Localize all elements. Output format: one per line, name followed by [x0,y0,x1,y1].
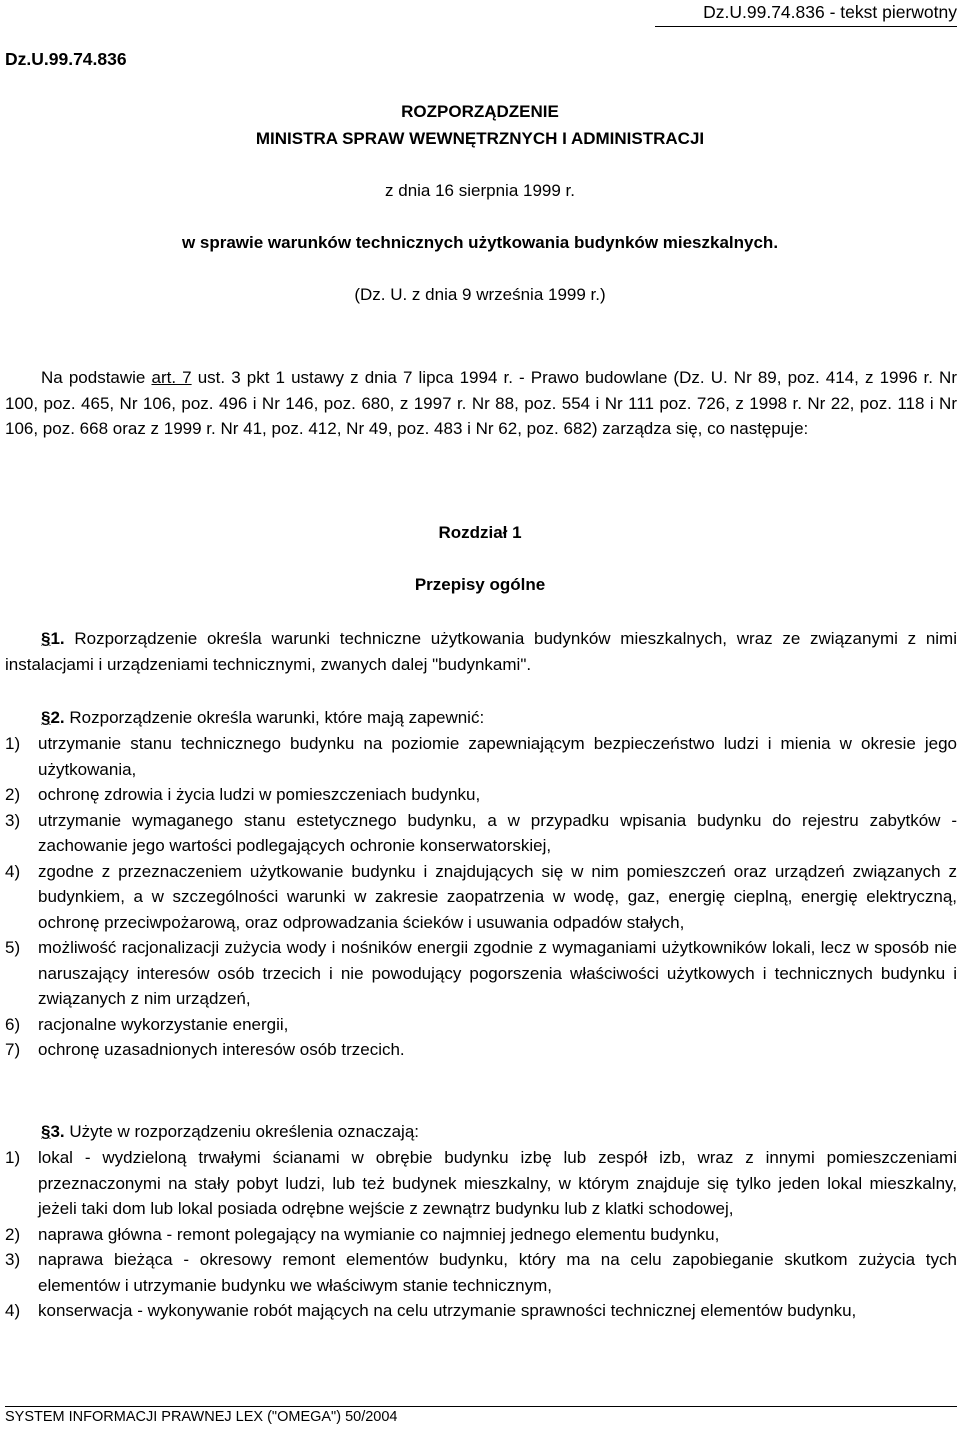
section-1 [5,626,957,677]
list-item-number: 3) [5,1250,21,1269]
section-number: 1. [50,629,65,648]
section-3 [5,1119,957,1145]
title-line-1: ROZPORZĄDZENIE [401,102,559,121]
list-item [5,1145,957,1222]
header-rule [655,26,957,27]
list-item [5,1037,957,1063]
list-item [5,808,957,859]
section-text: Rozporządzenie określa warunki, które mają zapewnić: [64,708,485,727]
section-text: Rozporządzenie określa warunki techniczne użytkowania budynków mieszkalnych, wraz ze związanymi z nimi instalacjami i urządzeniami technicznymi, zwanych dalej "budynkami". [5,629,957,674]
list-item-text: racjonalne wykorzystanie energii, [38,1014,289,1034]
list-item-number: 7) [5,1040,21,1059]
title-date: z dnia 16 sierpnia 1999 r. [385,181,575,200]
list-item-text: możliwość racjonalizacji zużycia wody i nośników energii zgodnie z wymaganiami użytkowników lokali, lecz w sposób nie naruszający interesów osób trzecich i nie powodujący pogorszenia właściwości użytkowych i technicznych budynku i związanych z nim urządzeń, [38,938,957,1008]
list-item-number: 2) [5,785,21,804]
section-3-list [5,1145,957,1324]
document-reference: Dz.U.99.74.836 [5,49,127,69]
section-mark[interactable]: § [41,629,51,648]
list-item-number: 6) [5,1014,21,1034]
list-item-text: ochronę uzasadnionych interesów osób trzecich. [38,1040,405,1059]
list-item [5,859,957,936]
list-item-number: 4) [5,1301,21,1320]
list-item-number: 5) [5,938,21,957]
list-item-number: 2) [5,1224,21,1244]
section-number: 2. [50,708,65,727]
section-mark[interactable]: § [41,708,51,727]
section-text: Użyte w rozporządzeniu określenia oznaczają: [64,1122,419,1141]
title-line-2: MINISTRA SPRAW WEWNĘTRZNYCH I ADMINISTRACJI [255,129,705,148]
list-item [5,1012,957,1038]
section-mark[interactable]: § [41,1122,51,1141]
intro-text-rest: ust. 3 pkt 1 ustawy z dnia 7 lipca 1994 r. - Prawo budowlane (Dz. U. Nr 89, poz. 414, z 1996 r. Nr 100, poz. 465, Nr 106, poz. 496 i Nr 146, poz. 680, z 1997 r. Nr 88, poz. 554 i Nr 111 poz. 726, z 1998 r. Nr 22, poz. 118 i Nr 106, poz. 668 oraz z 1999 r. Nr 41, poz. 412, Nr 49, poz. 483 i Nr 62, poz. 682) zarządza się, co następuje: [5,368,957,438]
chapter-subtitle: Przepisy ogólne [414,575,546,594]
header-document-id: Dz.U.99.74.836 - tekst pierwotny [703,2,957,22]
publication-note: (Dz. U. z dnia 9 września 1999 r.) [354,285,606,304]
list-item-text: lokal - wydzieloną trwałymi ścianami w obrębie budynku izbę lub zespół izb, wraz z innymi pomieszczeniami przeznaczonymi na stały pobyt ludzi, lub też budynek mieszkalny, w którym znajduje się tylko jeden lokal mieszkalny, jeżeli taki dom lub lokal posiada odrębne wejście z zewnątrz budynku lub z klatki schodowej, [38,1148,957,1218]
list-item [5,935,957,1012]
list-item [5,782,957,808]
list-item-number: 1) [5,1148,21,1167]
list-item-number: 4) [5,861,21,881]
list-item-text: utrzymanie wymaganego stanu estetycznego budynku, a w przypadku wpisania budynku do rejestru zabytków - zachowanie jego wartości podlegających ochronie konserwatorskiej, [38,810,957,855]
section-2-list [5,731,957,1063]
list-item-text: naprawa bieżąca - okresowy remont elementów budynku, który ma na celu zapobieganie skutkom zużycia tych elementów i utrzymanie budynku we właściwym stanie technicznym, [38,1250,957,1295]
list-item-text: utrzymanie stanu technicznego budynku na poziomie zapewniającym bezpieczeństwo ludzi i mienia w okresie jego użytkowania, [38,734,957,779]
list-item [5,1247,957,1298]
article-link[interactable]: art. 7 [151,368,192,387]
list-item [5,731,957,782]
intro-paragraph [5,365,957,442]
list-item-text: naprawa główna - remont polegający na wymianie co najmniej jednego elementu budynku, [38,1224,720,1244]
list-item-text: zgodne z przeznaczeniem użytkowanie budynku i znajdujących się w nim pomieszczeń oraz urządzeń związanych z budynkiem, a w szczególności warunki w zakresie zaopatrzenia w wodę, gaz, energię cieplną, energię elektryczną, ochronę przeciwpożarową, oraz odprowadzania ścieków i usuwania odpadów stałych, [38,861,957,932]
title-subject: w sprawie warunków technicznych użytkowania budynków mieszkalnych. [181,233,779,252]
list-item [5,1298,957,1324]
section-number: 3. [50,1122,65,1141]
intro-text-start: Na podstawie [41,368,152,387]
footer-source: SYSTEM INFORMACJI PRAWNEJ LEX ("OMEGA") 50/2004 [5,1409,398,1425]
list-item-text: ochronę zdrowia i życia ludzi w pomieszczeniach budynku, [38,785,481,804]
list-item-number: 1) [5,734,21,753]
chapter-title: Rozdział 1 [438,523,522,542]
footer-rule [5,1406,957,1407]
section-2 [5,705,957,731]
list-item-number: 3) [5,810,21,830]
list-item-text: konserwacja - wykonywanie robót mających na celu utrzymanie sprawności technicznej elementów budynku, [38,1301,857,1320]
list-item [5,1222,957,1248]
